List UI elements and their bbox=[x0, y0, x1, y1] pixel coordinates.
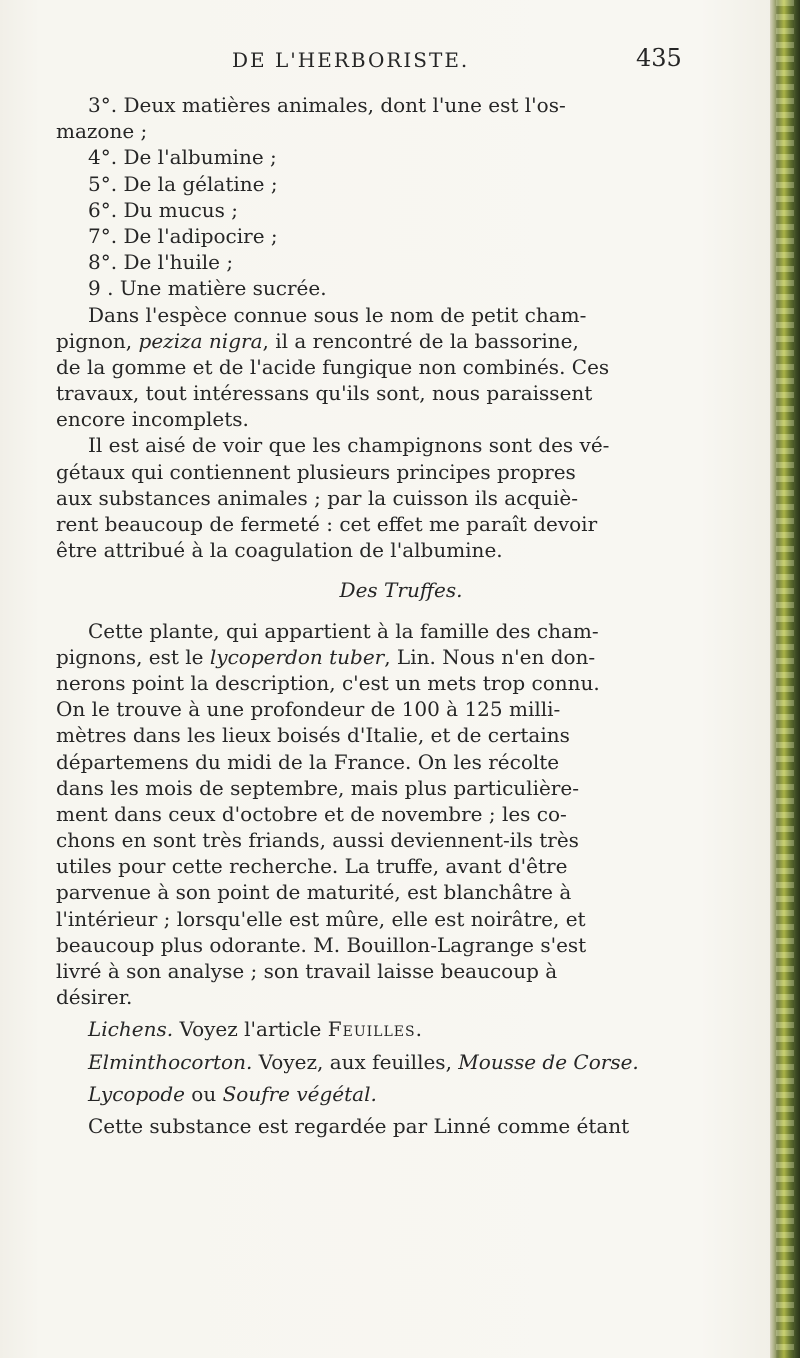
paragraph-line: beaucoup plus odorante. M. Bouillon-Lagrange s'est bbox=[56, 932, 587, 957]
list-item: 4°. De l'albumine ; bbox=[88, 145, 277, 170]
species-name: peziza nigra bbox=[138, 328, 263, 353]
paragraph-line: Cette substance est regardée par Linné comme étant bbox=[88, 1113, 630, 1138]
paragraph-line: gétaux qui contiennent plusieurs principes propres bbox=[56, 459, 576, 484]
paragraph-line: ment dans ceux d'octobre et de novembre ; les co- bbox=[56, 801, 567, 826]
paragraph-line: pignons, est le lycoperdon tuber, Lin. Nous n'en don- bbox=[56, 644, 596, 669]
spacer bbox=[56, 604, 746, 618]
paragraph-line: de la gomme et de l'acide fungique non combinés. Ces bbox=[56, 354, 610, 379]
paragraph-line: rent beaucoup de fermeté : cet effet me paraît devoir bbox=[56, 512, 598, 536]
paragraph-line: départemens du midi de la France. On les récolte bbox=[56, 749, 560, 774]
list-item: 8°. De l'huile ; bbox=[88, 250, 234, 275]
list-item: 5°. De la gélatine ; bbox=[88, 171, 278, 196]
paragraph-line: mètres dans les lieux boisés d'Italie, et de certains bbox=[56, 723, 570, 748]
list-item: mazone ; bbox=[56, 119, 148, 144]
cross-reference-lichens: Lichens. Voyez l'article Feuilles. bbox=[88, 1017, 423, 1042]
cross-reference-elminthocorton: Elminthocorton. Voyez, aux feuilles, Mousse de Corse. bbox=[88, 1049, 639, 1074]
paragraph-line: dans les mois de septembre, mais plus particulière- bbox=[56, 775, 579, 800]
paragraph-line: l'intérieur ; lorsqu'elle est mûre, elle est noirâtre, et bbox=[56, 906, 586, 931]
page-body bbox=[56, 92, 746, 1139]
paragraph-line: aux substances animales ; par la cuisson ils acquiè- bbox=[56, 485, 579, 510]
species-name: lycoperdon tuber bbox=[209, 644, 385, 669]
section-title: Des Truffes. bbox=[339, 578, 463, 603]
paragraph-line: parvenue à son point de maturité, est blanchâtre à bbox=[56, 880, 572, 905]
paragraph-line: désirer. bbox=[56, 985, 133, 1010]
paragraph-line: utiles pour cette recherche. La truffe, avant d'être bbox=[56, 854, 568, 879]
paragraph-line: Cette plante, qui appartient à la famille des cham- bbox=[88, 618, 599, 643]
paragraph-line: On le trouve à une profondeur de 100 à 125 milli- bbox=[56, 697, 561, 722]
page-header bbox=[0, 44, 760, 78]
list-item: 9 . Une matière sucrée. bbox=[88, 276, 327, 301]
cross-reference-lycopode: Lycopode ou Soufre végétal. bbox=[88, 1081, 377, 1106]
list-item: 6°. Du mucus ; bbox=[88, 197, 239, 222]
paragraph-line: encore incomplets. bbox=[56, 407, 249, 432]
paragraph-line: être attribué à la coagulation de l'albumine. bbox=[56, 538, 503, 563]
list-item: 3°. Deux matières animales, dont l'une est l'os- bbox=[88, 93, 566, 117]
paragraph-line: travaux, tout intéressans qu'ils sont, nous paraissent bbox=[56, 381, 593, 406]
spacer bbox=[56, 563, 746, 577]
book-binding-edge bbox=[770, 0, 800, 1358]
paragraph-line: Dans l'espèce connue sous le nom de petit cham- bbox=[88, 302, 587, 327]
paragraph-line: pignon, peziza nigra, il a rencontré de la bassorine, bbox=[56, 328, 579, 353]
list-item: 7°. De l'adipocire ; bbox=[88, 223, 278, 248]
paragraph-line: Il est aisé de voir que les champignons sont des vé- bbox=[88, 433, 610, 458]
running-head: DE L'HERBORISTE. bbox=[232, 48, 470, 72]
paragraph-line: livré à son analyse ; son travail laisse beaucoup à bbox=[56, 959, 558, 983]
paragraph-line: nerons point la description, c'est un mets trop connu. bbox=[56, 670, 600, 695]
page-number: 435 bbox=[636, 44, 682, 72]
paragraph-line: chons en sont très friands, aussi deviennent-ils très bbox=[56, 828, 579, 853]
